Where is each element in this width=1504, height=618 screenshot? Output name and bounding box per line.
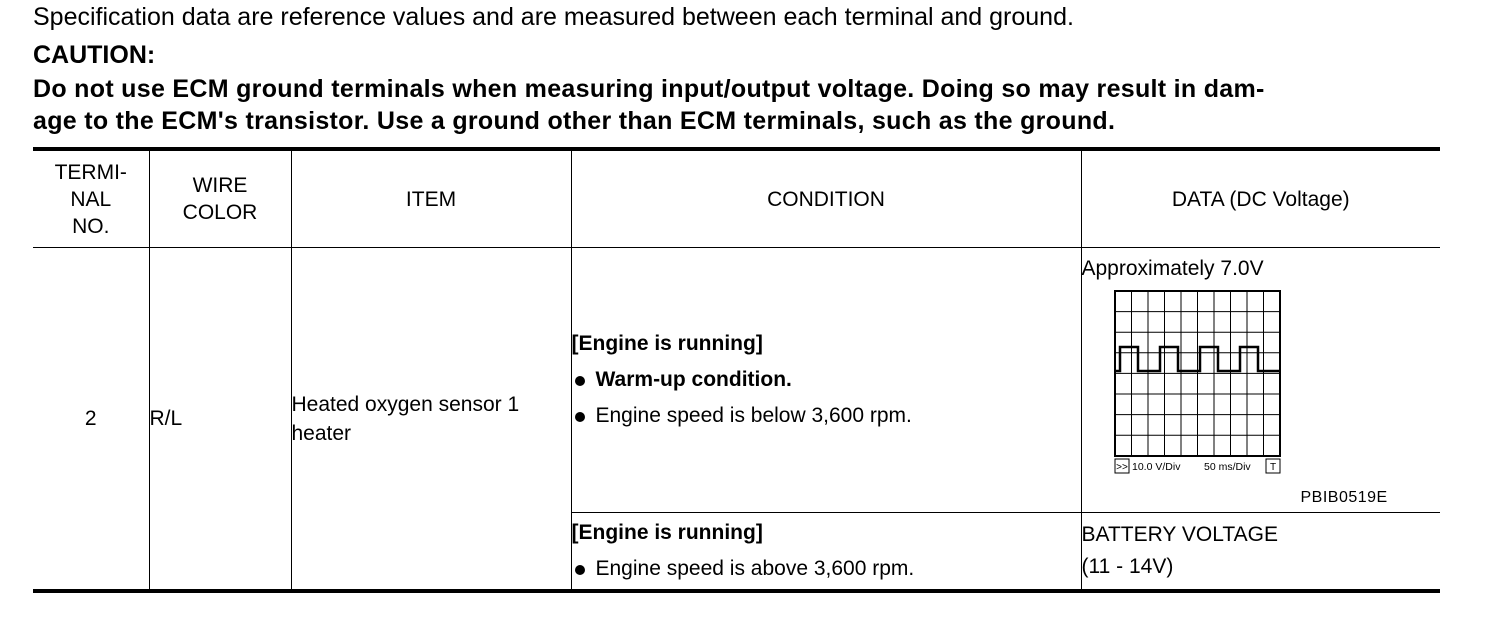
oscilloscope-figure xyxy=(1082,282,1388,507)
terminal-number-cell: 2 xyxy=(33,248,149,592)
header-item: ITEM xyxy=(291,149,571,248)
condition-cell xyxy=(571,248,1081,513)
data-value-line: BATTERY VOLTAGE xyxy=(1081,523,1278,546)
header-terminal-line: NAL xyxy=(70,187,112,211)
header-condition: CONDITION xyxy=(571,149,1081,248)
header-terminal-line: NO. xyxy=(72,214,110,238)
condition-heading: [Engine is running] xyxy=(571,332,763,355)
header-wire-line: WIRE xyxy=(192,174,248,197)
header-data: DATA (DC Voltage) xyxy=(1081,149,1440,248)
caution-heading: CAUTION: xyxy=(33,41,156,69)
data-cell xyxy=(1081,248,1440,513)
header-terminal-line: TERMI- xyxy=(54,160,127,184)
header-wire-color xyxy=(149,149,291,248)
item-line: Heated oxygen sensor 1 xyxy=(291,392,520,416)
scope-time-div: 50 ms/Div xyxy=(1203,461,1251,473)
scope-volt-div: 10.0 V/Div xyxy=(1131,461,1180,473)
condition-cell xyxy=(571,513,1081,592)
caution-line-2: age to the ECM's transistor. Use a ground other than ECM terminals, such as the ground. xyxy=(33,107,1116,135)
scope-right-marker: T xyxy=(1269,462,1276,473)
item-cell xyxy=(291,248,571,592)
data-cell xyxy=(1081,513,1440,592)
condition-bullet: Engine speed is below 3,600 rpm. xyxy=(572,398,1081,434)
terminal-spec-table xyxy=(33,147,1440,593)
table-header-row xyxy=(33,149,1440,248)
header-terminal-no xyxy=(33,149,149,248)
wire-color-cell: R/L xyxy=(149,248,291,592)
caution-line-1: Do not use ECM ground terminals when measuring input/output voltage. Doing so may result in dam- xyxy=(33,75,1265,103)
condition-bullet: Warm-up condition. xyxy=(572,362,1081,398)
table-row xyxy=(33,248,1440,513)
data-value-line: (11 - 14V) xyxy=(1081,555,1174,578)
scope-left-marker: >> xyxy=(1115,462,1128,473)
figure-id: PBIB0519E xyxy=(1300,489,1388,506)
condition-bullet: Engine speed is above 3,600 rpm. xyxy=(572,551,1081,587)
caution-body xyxy=(33,73,1453,137)
oscilloscope-graph xyxy=(1114,290,1284,480)
intro-text: Specification data are reference values and are measured between each terminal and ground. xyxy=(33,3,1074,31)
data-value xyxy=(1082,519,1441,583)
condition-heading: [Engine is running] xyxy=(571,521,763,544)
item-line: heater xyxy=(291,421,352,445)
header-wire-line: COLOR xyxy=(182,201,258,224)
data-value: Approximately 7.0V xyxy=(1081,257,1264,280)
